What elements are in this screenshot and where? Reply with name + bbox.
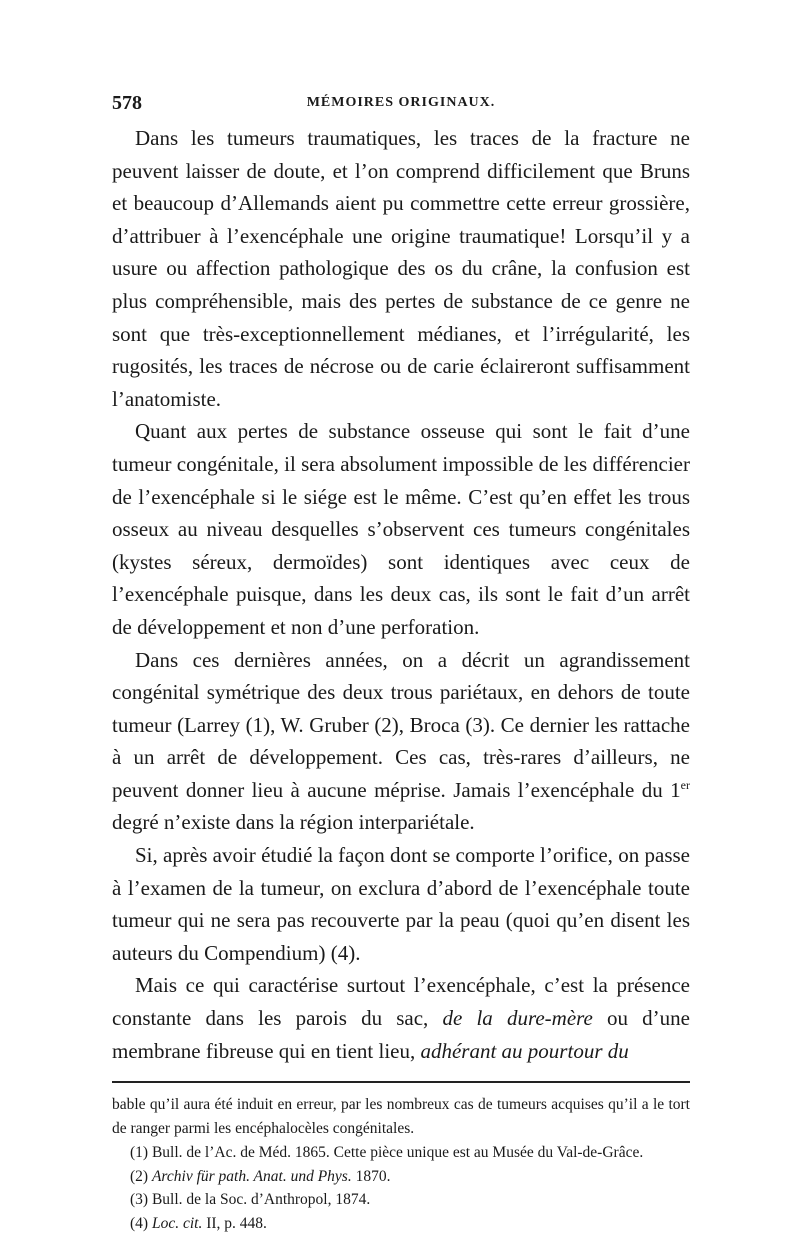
footnote-3: (3) Bull. de la Soc. d’Anthropol, 1874. — [130, 1191, 371, 1209]
footnote-2-number: (2) — [130, 1167, 152, 1185]
paragraph-5 — [112, 969, 690, 1067]
footnote-4-number: (4) — [130, 1215, 152, 1233]
paragraph-3-text-a: Dans ces dernières années, on a décrit un agrandissement congénital symétrique des deux trous pariétaux, en dehors de toute tumeur (Larrey (1), W. Gruber (2), Broca (3). Ce dernier les rattache à un arrêt de développement. Ces cas, très-rares d’ailleurs, ne peuvent donner lieu à aucune méprise. Jamais l’exencéphale du 1 — [112, 647, 690, 802]
footnote-4-page: II, p. 448. — [202, 1215, 267, 1233]
page-number: 578 — [112, 92, 142, 114]
footnote-2 — [112, 1165, 690, 1189]
footnote-1: (1) Bull. de l’Ac. de Méd. 1865. Cette pièce unique est au Musée du Val-de-Grâce. — [130, 1143, 644, 1161]
paragraph-5-text-b: ou d’une membrane fibreuse qui en tient lieu, — [112, 1006, 690, 1063]
book-page — [112, 92, 690, 1236]
paragraph-5-text-a: Mais ce qui caractérise surtout l’exencéphale, c’est la présence constante dans les parois du sac, — [112, 973, 690, 1031]
paragraph-2: Quant aux pertes de substance osseuse qui sont le fait d’une tumeur congénitale, il sera absolument impossible de les différencier de l’exencéphale si le siége est le même. C’est qu’en effet les trous osseux au niveau desquelles s’observent ces tumeurs congénitales (kystes séreux, dermoïdes) sont identiques avec ceux de l’exencéphale puisque, dans les deux cas, ils sont le fait d’un arrêt de développement et non d’une perforation. — [112, 419, 690, 639]
footnote-2-title: Archiv für path. Anat. und Phys. — [151, 1167, 352, 1185]
page-header — [112, 92, 690, 122]
paragraph-3 — [112, 644, 690, 840]
paragraph-3-text-b: degré n’existe dans la région interpariétale. — [112, 810, 475, 835]
footnote-2-year: 1870. — [351, 1167, 391, 1185]
ordinal-superscript: er — [680, 777, 690, 792]
paragraph-4: Si, après avoir étudié la façon dont se comporte l’orifice, on passe à l’examen de la tumeur, on exclura d’abord de l’exencéphale toute tumeur qui ne sera pas recouverte par la peau (quoi qu’en disent les auteurs du Compendium) (4). — [112, 843, 690, 965]
paragraph-5-italic-1: de la dure-mère — [442, 1006, 593, 1031]
footnote-4-loc-cit: Loc. cit. — [151, 1215, 203, 1233]
main-text — [112, 122, 690, 1067]
paragraph-5-italic-2: adhérant au pourtour du — [420, 1038, 629, 1063]
footnote-continuation: bable qu’il aura été induit en erreur, par les nombreux cas de tumeurs acquises qu’il a le tort de ranger parmi les encéphalocèles congénitales. — [112, 1096, 690, 1138]
paragraph-1: Dans les tumeurs traumatiques, les traces de la fracture ne peuvent laisser de doute, et l’on comprend difficilement que Bruns et beaucoup d’Allemands aient pu commettre cette erreur grossière, d’attribuer à l’exencéphale une origine traumatique! Lorsqu’il y a usure ou affection pathologique des os du crâne, la confusion est plus compréhensible, mais des pertes de substance de ce genre ne sont que très-exceptionnellement médianes, et l’irrégularité, les rugosités, les traces de nécrose ou de carie éclaireront suffisamment l’anatomiste. — [112, 126, 690, 411]
footnote-4 — [112, 1212, 690, 1236]
running-head: MÉMOIRES ORIGINAUX. — [306, 95, 496, 110]
footnote-divider — [112, 1081, 690, 1083]
